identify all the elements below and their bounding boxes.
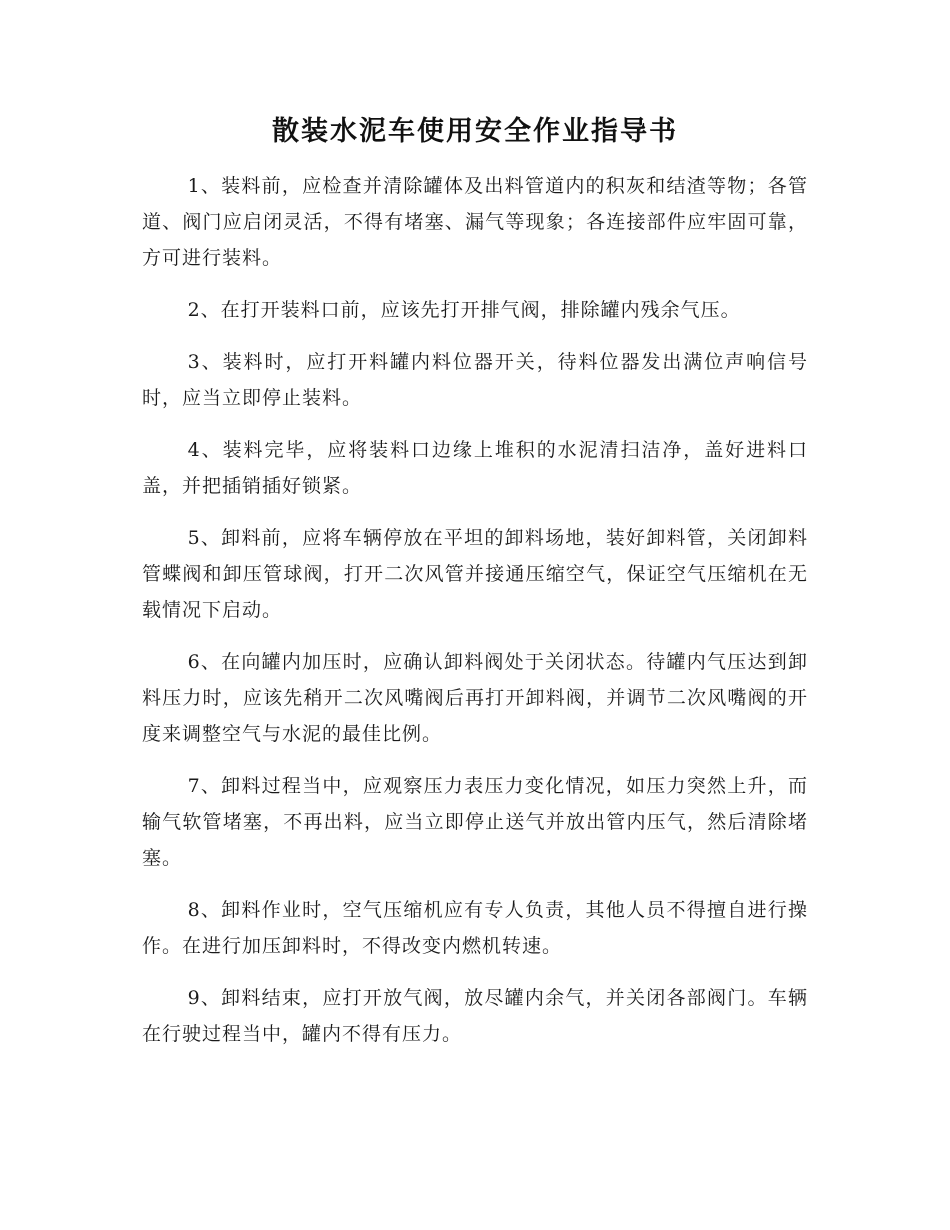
paragraph-5: 5、卸料前，应将车辆停放在平坦的卸料场地，装好卸料管，关闭卸料管蝶阀和卸压管球阀，打开二次风管并接通压缩空气，保证空气压缩机在无载情况下启动。: [142, 527, 808, 621]
paragraph-6: 6、在向罐内加压时，应确认卸料阀处于关闭状态。待罐内气压达到卸料压力时，应该先稍开二次风嘴阀后再打开卸料阀，并调节二次风嘴阀的开度来调整空气与水泥的最佳比例。: [142, 651, 808, 745]
paragraph-2: 2、在打开装料口前，应该先打开排气阀，排除罐内残余气压。: [187, 299, 741, 321]
document-title: 散装水泥车使用安全作业指导书: [272, 116, 678, 147]
paragraph-8: 8、卸料作业时，空气压缩机应有专人负责，其他人员不得擅自进行操作。在进行加压卸料时，不得改变内燃机转速。: [142, 899, 808, 957]
paragraph-7: 7、卸料过程当中，应观察压力表压力变化情况，如压力突然上升，而输气软管堵塞，不再出料，应当立即停止送气并放出管内压气，然后清除堵塞。: [142, 775, 808, 869]
paragraph-4: 4、装料完毕，应将装料口边缘上堆积的水泥清扫洁净，盖好进料口盖，并把插销插好锁紧。: [142, 439, 808, 497]
paragraph-9: 9、卸料结束，应打开放气阀，放尽罐内余气，并关闭各部阀门。车辆在行驶过程当中，罐内不得有压力。: [142, 987, 808, 1045]
paragraph-1: 1、装料前，应检查并清除罐体及出料管道内的积灰和结渣等物；各管道、阀门应启闭灵活，不得有堵塞、漏气等现象；各连接部件应牢固可靠，方可进行装料。: [142, 175, 808, 269]
paragraph-3: 3、装料时，应打开料罐内料位器开关，待料位器发出满位声响信号时，应当立即停止装料。: [142, 351, 808, 409]
document-body: [142, 168, 808, 1068]
